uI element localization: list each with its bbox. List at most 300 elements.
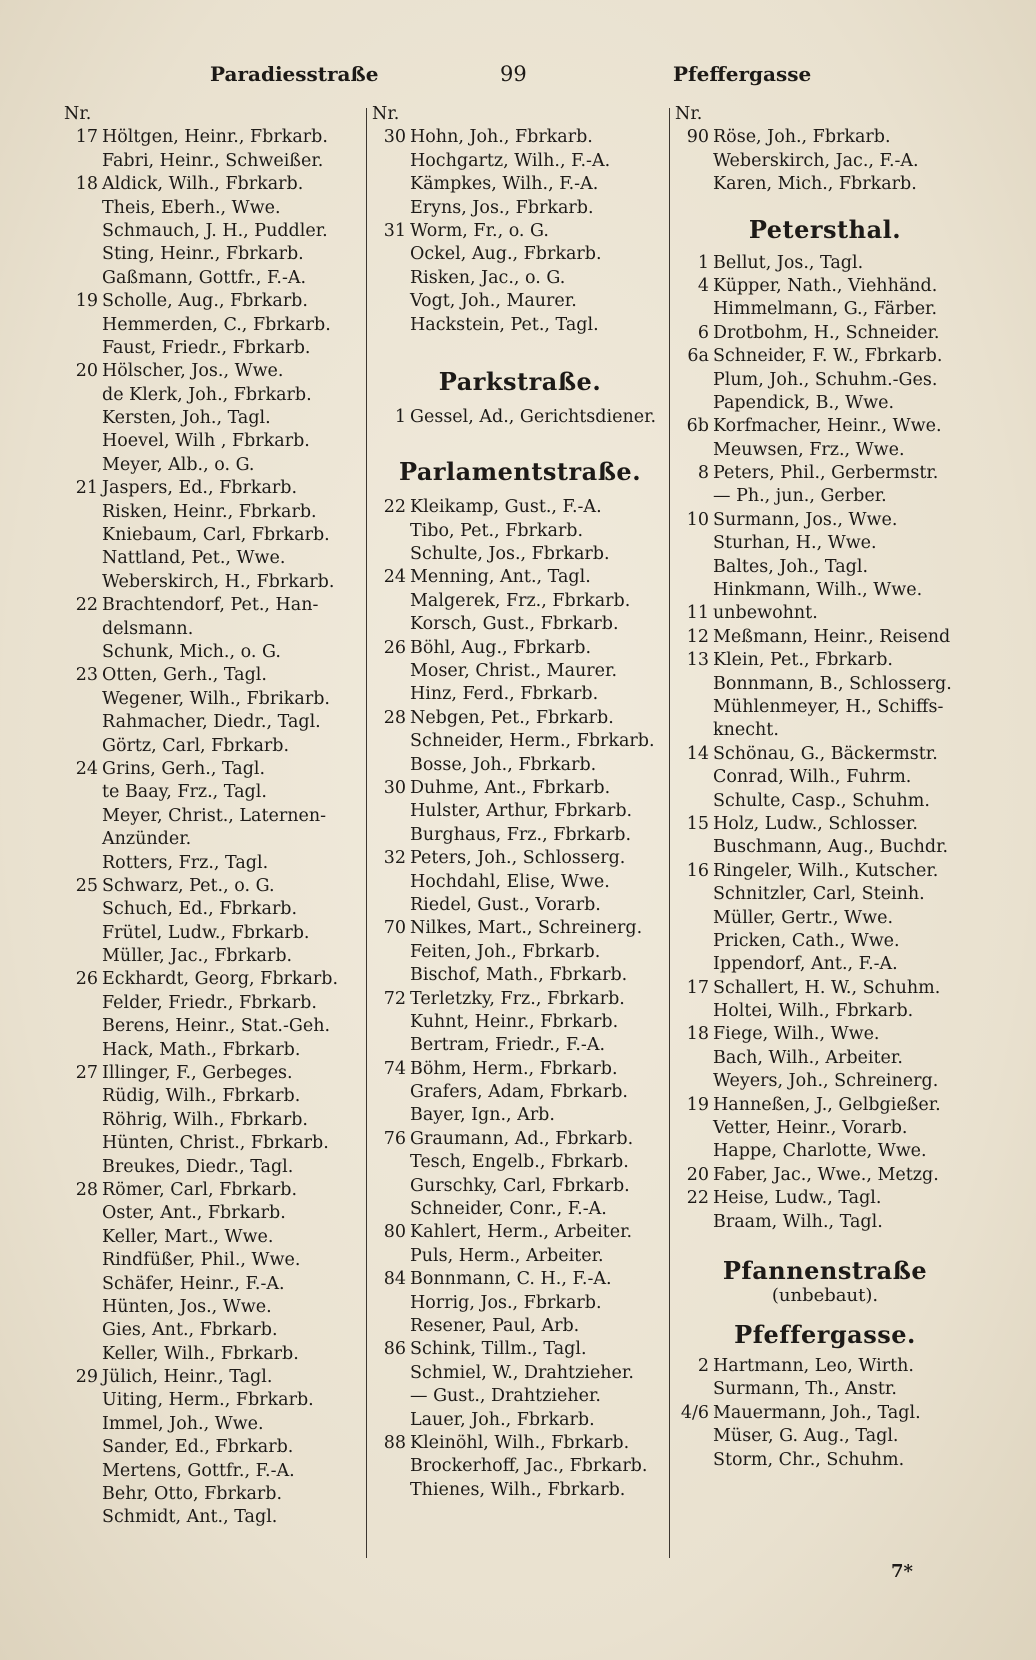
- house-number: [64, 1039, 102, 1062]
- house-number: [372, 1315, 410, 1338]
- resident-text: Risken, Heinr., Fbrkarb.: [102, 501, 317, 522]
- house-number: [64, 1015, 102, 1038]
- house-number: [675, 930, 713, 953]
- resident-entry: [64, 314, 364, 337]
- resident-text: Karen, Mich., Fbrkarb.: [713, 174, 917, 195]
- house-number: [64, 805, 102, 828]
- house-number: [675, 532, 713, 555]
- resident-entry: [675, 883, 975, 906]
- resident-text: Bertram, Friedr., F.-A.: [410, 1035, 606, 1056]
- resident-entry: [64, 1343, 364, 1366]
- resident-text: Böhl, Aug., Fbrkarb.: [410, 637, 592, 658]
- resident-text: Weyers, Joh., Schreinerg.: [713, 1071, 939, 1092]
- house-number: [372, 1409, 410, 1432]
- resident-entry: [372, 1292, 668, 1315]
- house-number: 25: [75, 875, 98, 896]
- house-number: 8: [697, 463, 709, 484]
- resident-text: Hölscher, Jos., Wwe.: [102, 361, 284, 382]
- resident-entry: [675, 1211, 975, 1234]
- resident-entry: [675, 322, 975, 345]
- resident-entry: [372, 1104, 668, 1127]
- house-number: 16: [686, 860, 709, 881]
- resident-text: Hulster, Arthur, Fbrkarb.: [410, 801, 633, 822]
- house-number: [64, 1296, 102, 1319]
- house-number: [372, 1245, 410, 1268]
- house-number: 22: [686, 1188, 709, 1209]
- resident-entry: [372, 1151, 668, 1174]
- spacer: [675, 1306, 975, 1320]
- resident-text: Röse, Joh., Fbrkarb.: [713, 127, 891, 148]
- resident-entry: [675, 556, 975, 579]
- resident-entry: [372, 988, 668, 1011]
- resident-text: Plum, Joh., Schuhm.-Ges.: [713, 369, 938, 390]
- house-number: [372, 871, 410, 894]
- resident-entry: [372, 243, 668, 266]
- resident-text: Ockel, Aug., Fbrkarb.: [410, 244, 602, 265]
- house-number: 86: [383, 1339, 406, 1360]
- resident-text: Korfmacher, Heinr., Wwe.: [713, 416, 942, 437]
- resident-text: Bayer, Ign., Arb.: [410, 1105, 555, 1126]
- house-number: 20: [75, 361, 98, 382]
- house-number: [372, 1479, 410, 1502]
- house-number: [372, 754, 410, 777]
- resident-text: Rindfüßer, Phil., Wwe.: [102, 1250, 301, 1271]
- house-number: [372, 1385, 410, 1408]
- house-number: [64, 711, 102, 734]
- resident-entry: [372, 590, 668, 613]
- resident-entry: [372, 1409, 668, 1432]
- resident-text: Terletzky, Frz., Fbrkarb.: [410, 988, 625, 1009]
- house-number: 90: [686, 127, 709, 148]
- resident-entry: [675, 126, 975, 149]
- house-number: [675, 556, 713, 579]
- resident-entry: [675, 532, 975, 555]
- resident-entry: [372, 917, 668, 940]
- resident-entry: [64, 852, 364, 875]
- resident-entry: [64, 407, 364, 430]
- resident-text: Meyer, Christ., Laternen-: [102, 805, 327, 826]
- resident-text: te Baay, Frz., Tagl.: [102, 782, 267, 803]
- resident-text: Müser, G. Aug., Tagl.: [713, 1426, 899, 1447]
- resident-text: Meyer, Alb., o. G.: [102, 454, 255, 475]
- resident-text: Papendick, B., Wwe.: [713, 392, 895, 413]
- column-right: [675, 103, 975, 1472]
- house-number: 32: [383, 848, 406, 869]
- resident-text: Frütel, Ludw., Fbrkarb.: [102, 922, 310, 943]
- resident-text: — Gust., Drahtzieher.: [410, 1386, 601, 1407]
- house-number: 80: [383, 1222, 406, 1243]
- spacer: [675, 197, 975, 215]
- resident-entry: [372, 267, 668, 290]
- resident-text: Keller, Mart., Wwe.: [102, 1226, 274, 1247]
- resident-entry: [675, 1047, 975, 1070]
- resident-text: Schönau, G., Bäckermstr.: [713, 743, 938, 764]
- resident-entry: [372, 1081, 668, 1104]
- house-number: 28: [383, 707, 406, 728]
- resident-entry: [64, 898, 364, 921]
- resident-entry: [675, 150, 975, 173]
- resident-text: Pricken, Cath., Wwe.: [713, 930, 900, 951]
- resident-entry: [675, 462, 975, 485]
- house-number: [64, 454, 102, 477]
- house-number: [372, 150, 410, 173]
- resident-text: Schnitzler, Carl, Steinh.: [713, 884, 925, 905]
- house-number: [64, 547, 102, 570]
- resident-text: Schunk, Mich., o. G.: [102, 641, 281, 662]
- resident-entry: [372, 847, 668, 870]
- house-number: [675, 1070, 713, 1093]
- house-number: [64, 852, 102, 875]
- resident-entry: [372, 637, 668, 660]
- resident-text: Buschmann, Aug., Buchdr.: [713, 837, 949, 858]
- resident-text: Kleinöhl, Wilh., Fbrkarb.: [410, 1432, 630, 1453]
- resident-entry: [64, 992, 364, 1015]
- resident-entry: [372, 1034, 668, 1057]
- resident-entry: [372, 964, 668, 987]
- column-left: [64, 103, 364, 1530]
- resident-entry: [64, 267, 364, 290]
- resident-text: Conrad, Wilh., Fuhrm.: [713, 767, 912, 788]
- resident-text: Feiten, Joh., Fbrkarb.: [410, 941, 601, 962]
- house-number: [64, 1389, 102, 1412]
- house-number: [675, 369, 713, 392]
- resident-text: Malgerek, Frz., Fbrkarb.: [410, 590, 631, 611]
- resident-entry: [64, 1436, 364, 1459]
- resident-text: Hemmerden, C., Fbrkarb.: [102, 314, 331, 335]
- house-number: 20: [686, 1164, 709, 1185]
- resident-text: Oster, Ant., Fbrkarb.: [102, 1203, 286, 1224]
- street-heading: Pfannenstraße: [722, 1255, 928, 1285]
- resident-entry: [64, 781, 364, 804]
- resident-text: Kuhnt, Heinr., Fbrkarb.: [410, 1011, 619, 1032]
- house-number: [372, 1362, 410, 1385]
- resident-text: Tibo, Pet., Fbrkarb.: [410, 520, 584, 541]
- page-header: [0, 62, 1036, 92]
- house-number: [675, 1000, 713, 1023]
- resident-entry: [64, 594, 364, 617]
- resident-text: Schmidt, Ant., Tagl.: [102, 1507, 278, 1528]
- resident-text: Müller, Jac., Fbrkarb.: [102, 946, 293, 967]
- resident-text: Jülich, Heinr., Tagl.: [102, 1367, 273, 1388]
- resident-text: Schallert, H. W., Schuhm.: [713, 977, 941, 998]
- resident-entry: [675, 1094, 975, 1117]
- resident-text: Weberskirch, Jac., F.-A.: [713, 150, 919, 171]
- resident-entry: [372, 754, 668, 777]
- house-number: [64, 337, 102, 360]
- house-number: 24: [75, 758, 98, 779]
- resident-text: Meßmann, Heinr., Reisend: [713, 626, 951, 647]
- house-number: 84: [383, 1269, 406, 1290]
- resident-entry: [372, 1268, 668, 1291]
- resident-entry: [372, 800, 668, 823]
- house-number: [372, 1034, 410, 1057]
- resident-entry: [372, 871, 668, 894]
- house-number: 13: [686, 650, 709, 671]
- house-number: [675, 173, 713, 196]
- house-number: [64, 1156, 102, 1179]
- resident-entry: [64, 828, 364, 851]
- house-number: 2: [697, 1355, 709, 1376]
- house-number: [372, 1081, 410, 1104]
- resident-entry: [675, 1070, 975, 1093]
- resident-text: Bischof, Math., Fbrkarb.: [410, 965, 628, 986]
- house-number: [675, 719, 713, 742]
- resident-text: Duhme, Ant., Fbrkarb.: [410, 777, 611, 798]
- resident-entry: [64, 173, 364, 196]
- resident-entry: [372, 173, 668, 196]
- resident-entry: [372, 1198, 668, 1221]
- resident-text: Röhrig, Wilh., Fbrkarb.: [102, 1109, 308, 1130]
- house-number: 72: [383, 988, 406, 1009]
- resident-entry: [675, 173, 975, 196]
- house-number: 74: [383, 1058, 406, 1079]
- resident-entry: [64, 1389, 364, 1412]
- house-number: [64, 524, 102, 547]
- resident-text: Bonnmann, C. H., F.-A.: [410, 1269, 612, 1290]
- resident-text: Görtz, Carl, Fbrkarb.: [102, 735, 290, 756]
- resident-entry: [64, 711, 364, 734]
- house-number: 30: [383, 127, 406, 148]
- resident-entry: [372, 660, 668, 683]
- spacer: [675, 244, 975, 252]
- house-number: [64, 571, 102, 594]
- house-number: [64, 197, 102, 220]
- house-number: [64, 1226, 102, 1249]
- resident-text: Puls, Herm., Arbeiter.: [410, 1245, 604, 1266]
- resident-entry: [372, 220, 668, 243]
- resident-entry: [675, 1425, 975, 1448]
- resident-entry: [372, 290, 668, 313]
- resident-text: Eryns, Jos., Fbrkarb.: [410, 197, 594, 218]
- resident-text: Keller, Wilh., Fbrkarb.: [102, 1343, 299, 1364]
- house-number: [675, 298, 713, 321]
- resident-text: Hünten, Christ., Fbrkarb.: [102, 1133, 329, 1154]
- house-number: [372, 1175, 410, 1198]
- resident-entry: [675, 696, 975, 719]
- resident-entry: [675, 1000, 975, 1023]
- resident-text: Kleikamp, Gust., F.-A.: [410, 497, 602, 518]
- resident-text: Meuwsen, Frz., Wwe.: [713, 439, 905, 460]
- house-number: [64, 922, 102, 945]
- house-number: [64, 243, 102, 266]
- house-number: 6: [697, 322, 709, 343]
- resident-text: Hochdahl, Elise, Wwe.: [410, 871, 610, 892]
- house-number: [675, 1449, 713, 1472]
- house-number: [372, 1104, 410, 1127]
- resident-entry: [64, 1273, 364, 1296]
- resident-entry: [64, 945, 364, 968]
- resident-text: Höltgen, Heinr., Fbrkarb.: [102, 127, 328, 148]
- resident-text: Kämpkes, Wilh., F.-A.: [410, 174, 599, 195]
- resident-entry: [64, 477, 364, 500]
- resident-text: Aldick, Wilh., Fbrkarb.: [102, 174, 304, 195]
- resident-entry: [675, 1117, 975, 1140]
- spacer: [372, 337, 668, 367]
- resident-entry: [64, 1296, 364, 1319]
- resident-text: Hohn, Joh., Fbrkarb.: [410, 127, 593, 148]
- resident-text: Schwarz, Pet., o. G.: [102, 875, 275, 896]
- resident-entry: [64, 1132, 364, 1155]
- resident-entry: [675, 579, 975, 602]
- resident-entry: [64, 735, 364, 758]
- resident-text: Bach, Wilh., Arbeiter.: [713, 1047, 903, 1068]
- house-number: 76: [383, 1128, 406, 1149]
- house-number: [675, 150, 713, 173]
- house-number: Nr.: [372, 104, 400, 124]
- house-number: [372, 894, 410, 917]
- resident-entry: [372, 103, 668, 126]
- resident-text: Tesch, Engelb., Fbrkarb.: [410, 1152, 629, 1173]
- column-divider: [366, 108, 367, 1558]
- resident-text: Hochgartz, Wilh., F.-A.: [410, 150, 611, 171]
- house-number: 24: [383, 567, 406, 588]
- house-number: Nr.: [64, 104, 92, 124]
- house-number: [372, 1198, 410, 1221]
- resident-entry: [372, 566, 668, 589]
- resident-entry: [675, 1023, 975, 1046]
- resident-text: Berens, Heinr., Stat.-Geh.: [102, 1016, 331, 1037]
- resident-entry: [372, 1362, 668, 1385]
- resident-entry: [64, 150, 364, 173]
- resident-entry: [372, 520, 668, 543]
- house-number: 70: [383, 918, 406, 939]
- house-number: [64, 898, 102, 921]
- house-number: [64, 1085, 102, 1108]
- house-number: [64, 314, 102, 337]
- resident-text: Rotters, Frz., Tagl.: [102, 852, 269, 873]
- resident-entry: [64, 360, 364, 383]
- house-number: 6a: [687, 346, 709, 367]
- house-number: [675, 790, 713, 813]
- resident-text: Böhm, Herm., Fbrkarb.: [410, 1058, 618, 1079]
- resident-text: Kahlert, Herm., Arbeiter.: [410, 1222, 633, 1243]
- resident-text: Hoevel, Wilh , Fbrkarb.: [102, 431, 310, 452]
- resident-entry: [64, 103, 364, 126]
- resident-entry: [64, 126, 364, 149]
- house-number: [64, 1413, 102, 1436]
- resident-text: Bonnmann, B., Schlosserg.: [713, 673, 952, 694]
- page-number: 99: [500, 62, 527, 86]
- resident-text: Graumann, Ad., Fbrkarb.: [410, 1128, 634, 1149]
- resident-entry: [64, 454, 364, 477]
- house-number: 1: [394, 406, 406, 427]
- resident-entry: [64, 197, 364, 220]
- resident-text: Theis, Eberh., Wwe.: [102, 197, 281, 218]
- house-number: [64, 220, 102, 243]
- resident-text: — Ph., jun., Gerber.: [713, 486, 887, 507]
- house-number: 27: [75, 1063, 98, 1084]
- resident-text: Schulte, Jos., Fbrkarb.: [410, 544, 610, 565]
- house-number: [64, 1273, 102, 1296]
- resident-entry: [675, 1140, 975, 1163]
- resident-entry: [64, 430, 364, 453]
- spacer: [372, 429, 668, 457]
- resident-entry: [675, 719, 975, 742]
- column-middle: [372, 103, 668, 1502]
- house-number: [372, 1151, 410, 1174]
- house-number: [64, 735, 102, 758]
- resident-entry: [64, 1483, 364, 1506]
- street-heading: Pfeffergasse.: [734, 1319, 916, 1349]
- house-number: [64, 688, 102, 711]
- resident-text: unbewohnt.: [713, 603, 818, 624]
- resident-text: Mühlenmeyer, H., Schiffs-: [713, 696, 944, 717]
- resident-text: Jaspers, Ed., Fbrkarb.: [102, 478, 298, 499]
- house-number: [372, 543, 410, 566]
- house-number: [64, 1460, 102, 1483]
- resident-text: Nattland, Pet., Wwe.: [102, 548, 286, 569]
- house-number: [675, 883, 713, 906]
- house-number: [675, 953, 713, 976]
- resident-entry: [64, 1202, 364, 1225]
- resident-entry: [64, 922, 364, 945]
- resident-text: Grins, Gerh., Tagl.: [102, 758, 266, 779]
- house-number: 23: [75, 665, 98, 686]
- resident-text: Happe, Charlotte, Wwe.: [713, 1141, 927, 1162]
- resident-entry: [64, 1366, 364, 1389]
- house-number: [64, 618, 102, 641]
- house-number: 17: [686, 977, 709, 998]
- house-number: [372, 800, 410, 823]
- resident-entry: [372, 406, 668, 429]
- resident-entry: [372, 1385, 668, 1408]
- resident-entry: [372, 1221, 668, 1244]
- resident-entry: [64, 1460, 364, 1483]
- house-number: 19: [75, 291, 98, 312]
- resident-text: Rüdig, Wilh., Fbrkarb.: [102, 1086, 301, 1107]
- house-number: [64, 1319, 102, 1342]
- house-number: [675, 1117, 713, 1140]
- house-number: 26: [383, 637, 406, 658]
- house-number: [372, 941, 410, 964]
- house-number: 88: [383, 1432, 406, 1453]
- house-number: [675, 579, 713, 602]
- resident-entry: [675, 860, 975, 883]
- resident-text: Mertens, Gottfr., F.-A.: [102, 1460, 295, 1481]
- resident-entry: [372, 894, 668, 917]
- resident-text: de Klerk, Joh., Fbrkarb.: [102, 384, 312, 405]
- resident-text: Sting, Heinr., Fbrkarb.: [102, 244, 304, 265]
- house-number: [675, 673, 713, 696]
- spacer: [372, 486, 668, 496]
- resident-entry: [675, 836, 975, 859]
- resident-text: Schink, Tillm., Tagl.: [410, 1339, 587, 1360]
- house-number: [372, 964, 410, 987]
- resident-entry: [372, 1479, 668, 1502]
- resident-text: Hack, Math., Fbrkarb.: [102, 1039, 301, 1060]
- house-number: 11: [686, 603, 709, 624]
- resident-entry: [372, 777, 668, 800]
- resident-entry: [64, 1249, 364, 1272]
- resident-text: Moser, Christ., Maurer.: [410, 661, 618, 682]
- resident-entry: [64, 1015, 364, 1038]
- resident-text: Holtei, Wilh., Fbrkarb.: [713, 1001, 914, 1022]
- resident-entry: [64, 758, 364, 781]
- resident-entry: [372, 707, 668, 730]
- house-number: [372, 314, 410, 337]
- house-number: [675, 836, 713, 859]
- resident-text: Himmelmann, G., Färber.: [713, 299, 938, 320]
- resident-text: Müller, Gertr., Wwe.: [713, 907, 894, 928]
- resident-entry: [372, 683, 668, 706]
- resident-entry: [675, 369, 975, 392]
- resident-text: Hinz, Ferd., Fbrkarb.: [410, 684, 599, 705]
- house-number: [64, 1436, 102, 1459]
- house-number: [64, 407, 102, 430]
- resident-text: Mauermann, Joh., Tagl.: [713, 1402, 921, 1423]
- resident-entry: [675, 602, 975, 625]
- house-number: [372, 1455, 410, 1478]
